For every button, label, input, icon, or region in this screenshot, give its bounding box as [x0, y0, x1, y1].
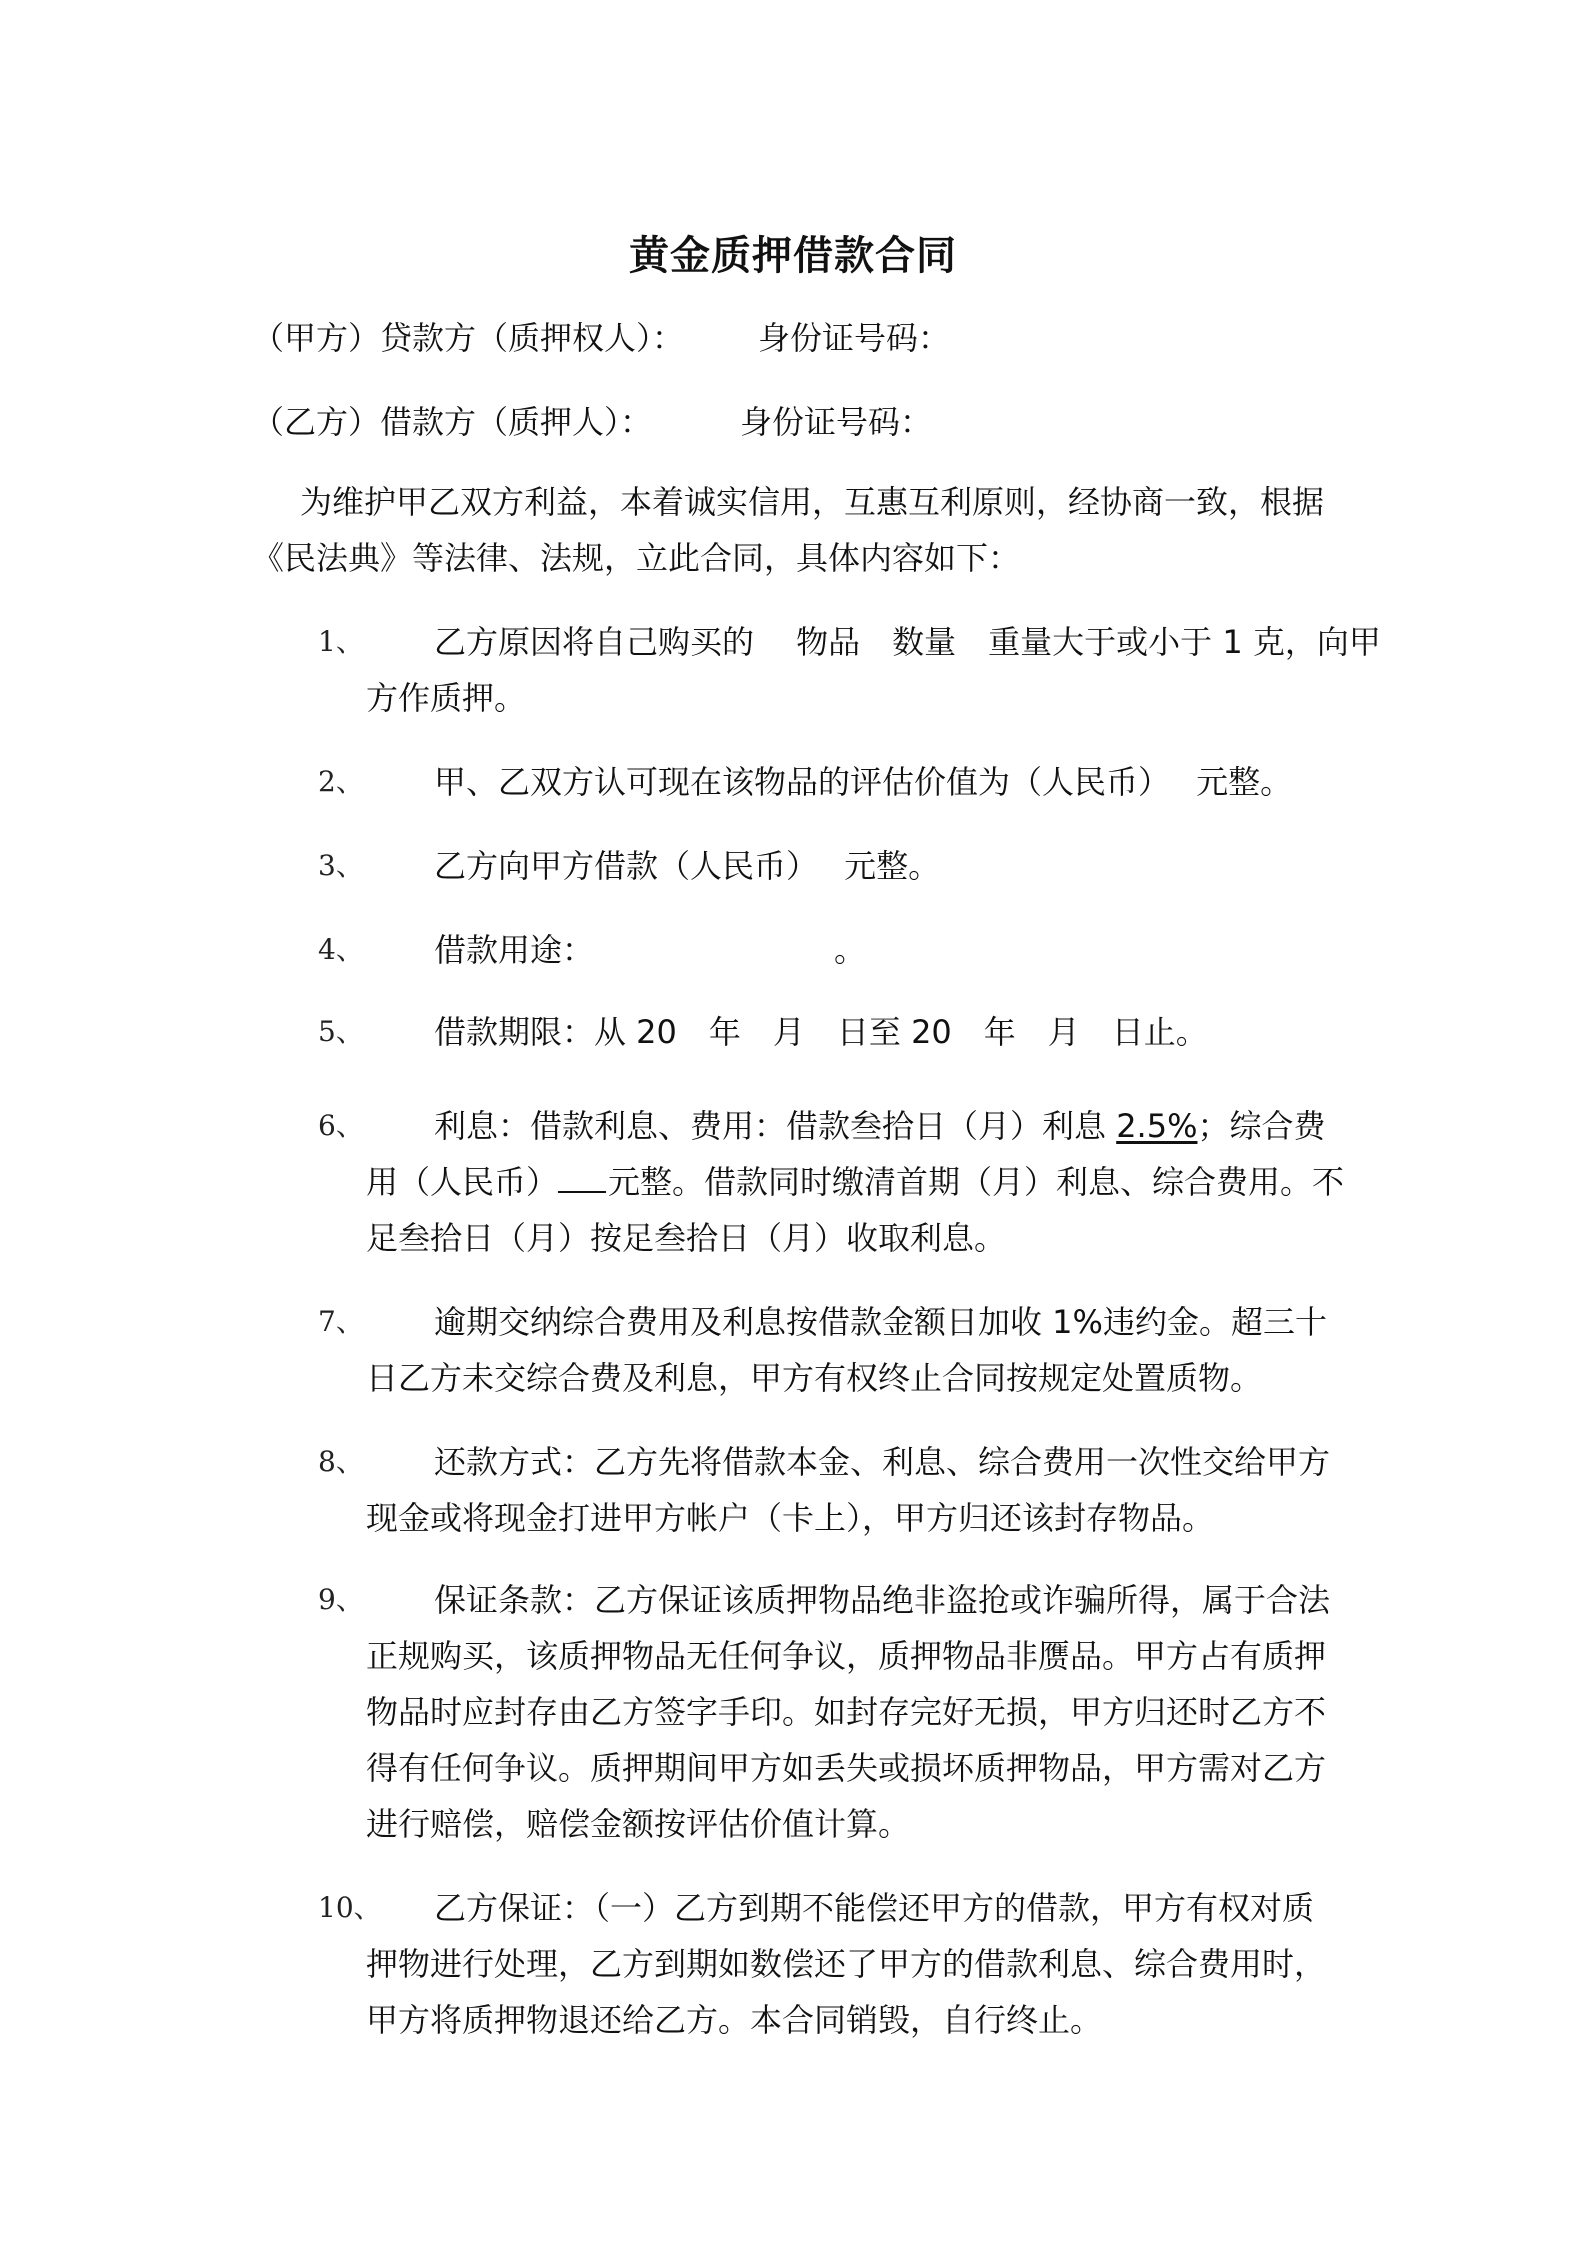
clause-8	[318, 1434, 1358, 1546]
clause-line: 进行赔偿，赔偿金额按评估价值计算。	[366, 1805, 911, 1843]
clause-4	[318, 922, 1358, 978]
clause-line: 足叁拾日（月）按足叁拾日（月）收取利息。	[366, 1219, 1007, 1257]
clause-5	[318, 1004, 1358, 1060]
clause-2	[318, 754, 1358, 810]
fee-blank	[558, 1165, 606, 1193]
clause-text: 利息：借款利息、费用：借款叁拾日（月）利息	[434, 1107, 1117, 1145]
clause-line: 保证条款：乙方保证该质押物品绝非盗抢或诈骗所得，属于合法	[434, 1581, 1331, 1619]
clause-line: 乙方保证：（一）乙方到期不能偿还甲方的借款，甲方有权对质	[434, 1889, 1315, 1927]
clause-line: 借款用途： 。	[434, 931, 867, 969]
clause-line: 押物进行处理，乙方到期如数偿还了甲方的借款利息、综合费用时，	[366, 1945, 1327, 1983]
clause-number: 9、	[318, 1583, 364, 1616]
clause-number: 8、	[318, 1445, 364, 1478]
clause-line	[318, 1098, 1358, 1154]
clause-number: 4、	[318, 933, 364, 966]
clause-line: 日乙方未交综合费及利息，甲方有权终止合同按规定处置质物。	[366, 1359, 1263, 1397]
party-b-id-label: 身份证号码：	[740, 403, 933, 441]
clause-9	[318, 1572, 1358, 1852]
party-b-line	[252, 400, 933, 444]
clause-line: 乙方向甲方借款（人民币） 元整。	[434, 847, 941, 885]
party-a-line	[252, 316, 951, 360]
clause-line: 物品时应封存由乙方签字手印。如封存完好无损，甲方归还时乙方不	[366, 1693, 1327, 1731]
clause-line: 正规购买，该质押物品无任何争议，质押物品非赝品。甲方占有质押	[366, 1637, 1327, 1675]
clause-number: 5、	[318, 1015, 364, 1048]
intro-paragraph	[252, 474, 1352, 586]
clause-number: 2、	[318, 765, 364, 798]
clause-number: 10、	[318, 1891, 382, 1924]
party-a-label: （甲方）贷款方（质押权人）：	[252, 319, 685, 357]
clause-line: 逾期交纳综合费用及利息按借款金额日加收 1%违约金。超三十	[434, 1303, 1327, 1341]
clause-line: 甲、乙双方认可现在该物品的评估价值为（人民币） 元整。	[434, 763, 1293, 801]
clause-7	[318, 1294, 1358, 1406]
clause-line: 甲方将质押物退还给乙方。本合同销毁，自行终止。	[366, 2001, 1103, 2039]
clause-1	[318, 614, 1381, 726]
clause-number: 3、	[318, 849, 364, 882]
intro-line: 《民法典》等法律、法规，立此合同，具体内容如下：	[252, 539, 1021, 577]
intro-line: 为维护甲乙双方利益，本着诚实信用，互惠互利原则，经协商一致，根据	[300, 483, 1325, 521]
clause-line: 得有任何争议。质押期间甲方如丢失或损坏质押物品，甲方需对乙方	[366, 1749, 1327, 1787]
clause-line: 还款方式：乙方先将借款本金、利息、综合费用一次性交给甲方	[434, 1443, 1331, 1481]
clause-number: 6、	[318, 1109, 364, 1142]
clause-number: 1、	[318, 625, 364, 658]
party-a-id-label: 身份证号码：	[758, 319, 951, 357]
clause-text: 用（人民币）	[366, 1163, 559, 1201]
clause-3	[318, 838, 1358, 894]
interest-rate: 2.5%	[1116, 1107, 1198, 1145]
clause-line: 借款期限：从 20 年 月 日至 20 年 月 日止。	[434, 1013, 1208, 1051]
clause-line: 现金或将现金打进甲方帐户（卡上），甲方归还该封存物品。	[366, 1499, 1215, 1537]
contract-title: 黄金质押借款合同	[629, 233, 957, 279]
clause-6	[318, 1098, 1358, 1266]
clause-text: 元整。借款同时缴清首期（月）利息、综合费用。不	[608, 1163, 1345, 1201]
party-b-label: （乙方）借款方（质押人）：	[252, 403, 653, 441]
clause-text: ；综合费	[1197, 1107, 1326, 1145]
clause-10	[318, 1880, 1358, 2048]
clause-line: 乙方原因将自己购买的 物品 数量 重量大于或小于 1 克，向甲	[434, 623, 1381, 661]
clause-number: 7、	[318, 1305, 364, 1338]
clause-line: 方作质押。	[366, 679, 527, 717]
clause-line	[318, 1154, 1358, 1210]
